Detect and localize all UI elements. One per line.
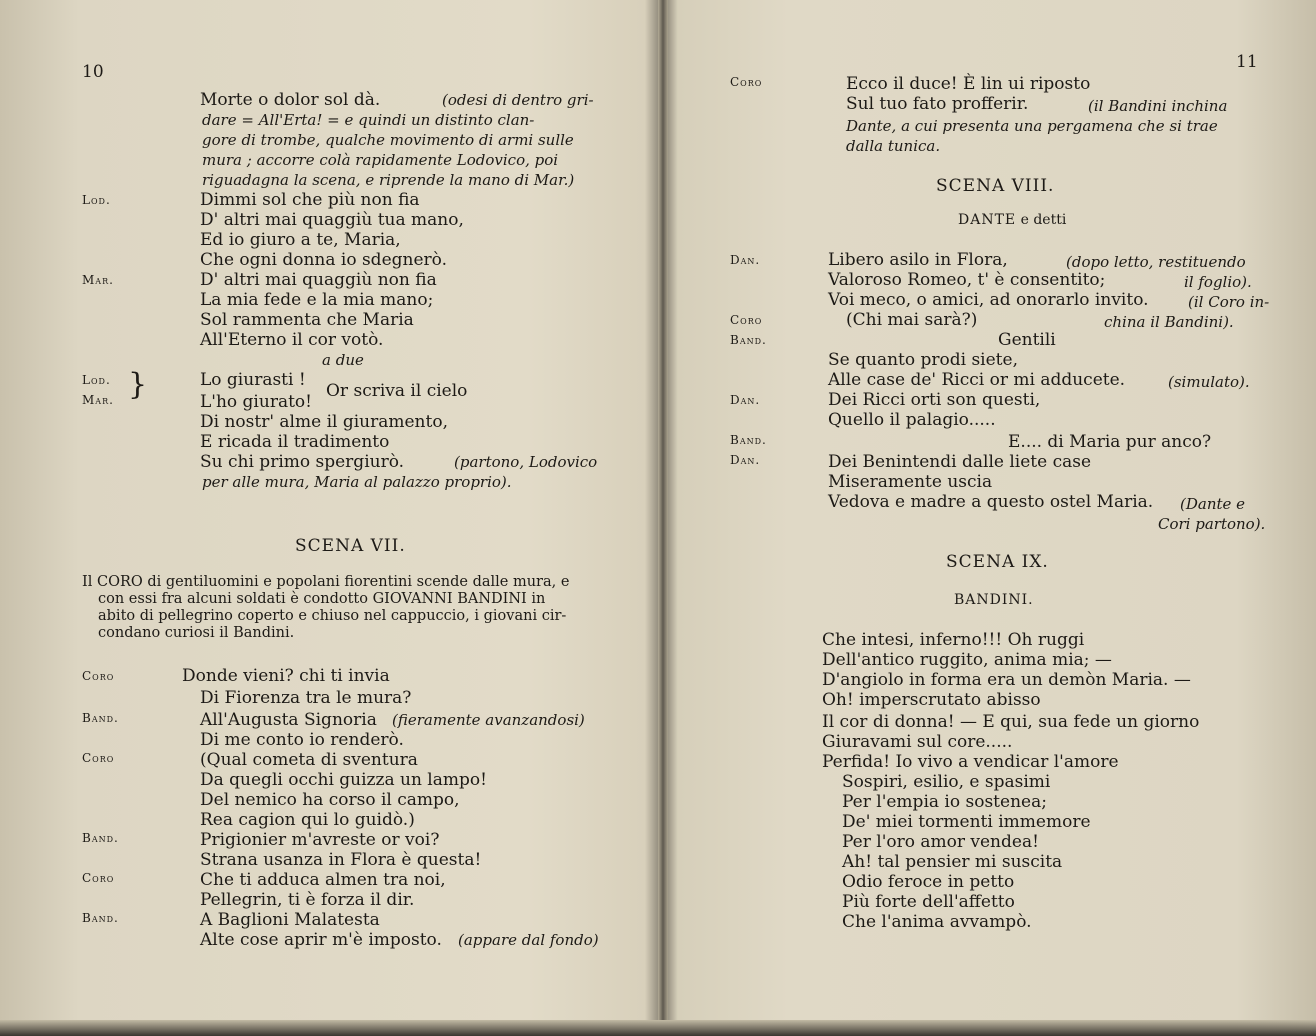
verse-line: D'angiolo in forma era un demòn Maria. —	[822, 670, 1191, 690]
verse-line: Perfida! Io vivo a vendicar l'amore	[822, 752, 1119, 772]
verse-line: E.... di Maria pur anco?	[1008, 432, 1212, 452]
scene-subtitle: BANDINI.	[954, 592, 1034, 608]
speaker-label: Coro	[730, 75, 763, 89]
verse-line: All'Eterno il cor votò.	[200, 330, 384, 350]
speaker-label: Dan.	[730, 253, 761, 267]
speaker-label: Mar.	[82, 273, 114, 287]
verse-line: Alle case de' Ricci or mi adducete.	[828, 370, 1126, 390]
scene-description: abito di pellegrino coperto e chiuso nel cappuccio, i giovani cir-	[98, 608, 567, 624]
verse-line: Ed io giuro a te, Maria,	[200, 230, 401, 250]
verse-line: Oh! imperscrutato abisso	[822, 690, 1041, 710]
speaker-label: Band.	[82, 911, 119, 925]
verse-line: Voi meco, o amici, ad onorarlo invito.	[828, 290, 1149, 310]
verse-line: Vedova e madre a questo ostel Maria.	[828, 492, 1154, 512]
verse-line: Alte cose aprir m'è imposto.	[200, 930, 442, 950]
stage-direction: gore di trombe, qualche movimento di armi sulle	[202, 131, 574, 149]
verse-line: Che ti adduca almen tra noi,	[200, 870, 446, 890]
stage-direction: (dopo letto, restituendo	[1066, 253, 1246, 271]
stage-direction: per alle mura, Maria al palazzo proprio).	[202, 473, 512, 491]
verse-line: All'Augusta Signoria	[200, 710, 377, 730]
verse-line: Dimmi sol che più non fia	[200, 190, 420, 210]
verse-line: Se quanto prodi siete,	[828, 350, 1018, 370]
verse-line: Odio feroce in petto	[842, 872, 1015, 892]
stage-direction: il foglio).	[1184, 273, 1252, 291]
speaker-label: Dan.	[730, 453, 761, 467]
verse-line: Dei Ricci orti son questi,	[828, 390, 1041, 410]
verse-line: Dei Benintendi dalle liete case	[828, 452, 1092, 472]
verse-line: Libero asilo in Flora,	[828, 250, 1008, 270]
verse-line: Più forte dell'affetto	[842, 892, 1015, 912]
verse-line: Per l'oro amor vendea!	[842, 832, 1039, 852]
stage-direction: (Dante e	[1180, 495, 1246, 513]
verse-line: Rea cagion qui lo guidò.)	[200, 810, 415, 830]
speaker-label: Lod.	[82, 373, 111, 387]
verse-line: L'ho giurato!	[200, 392, 312, 412]
verse-line: Di Fiorenza tra le mura?	[200, 688, 412, 708]
verse-line: Su chi primo spergiurò.	[200, 452, 405, 472]
scene-description: con essi fra alcuni soldati è condotto GIOVANNI BANDINI in	[98, 591, 546, 607]
verse-line: Lo giurasti !	[200, 370, 306, 390]
verse-line: Che intesi, inferno!!! Oh ruggi	[822, 630, 1085, 650]
page-number: 10	[82, 62, 104, 82]
verse-line: De' miei tormenti immemore	[842, 812, 1091, 832]
page-number: 11	[1236, 52, 1258, 72]
verse-line: Di nostr' alme il giuramento,	[200, 412, 448, 432]
speaker-label: Coro	[730, 313, 763, 327]
stage-direction: (odesi di dentro gri-	[442, 91, 594, 109]
speaker-label: Band.	[730, 433, 767, 447]
verse-line: Quello il palagio.....	[828, 410, 996, 430]
verse-line: A Baglioni Malatesta	[200, 910, 380, 930]
stage-direction: (fieramente avanzandosi)	[392, 711, 585, 729]
speaker-label: Mar.	[82, 393, 114, 407]
verse-line: Sol rammenta che Maria	[200, 310, 414, 330]
brace-mark: }	[128, 367, 148, 402]
verse-line: Del nemico ha corso il campo,	[200, 790, 460, 810]
verse-line: La mia fede e la mia mano;	[200, 290, 434, 310]
stage-direction: mura ; accorre colà rapidamente Lodovico, poi	[202, 151, 559, 169]
verse-line: Per l'empia io sostenea;	[842, 792, 1047, 812]
verse-line: Ecco il duce! È lin ui riposto	[846, 74, 1091, 94]
stage-direction: Dante, a cui presenta una pergamena che si trae	[846, 117, 1218, 135]
verse-line: Sul tuo fato profferir.	[846, 94, 1029, 114]
stage-direction: Cori partono).	[1158, 515, 1266, 533]
stage-direction: (simulato).	[1168, 373, 1250, 391]
stage-direction: (appare dal fondo)	[458, 931, 599, 949]
stage-direction: (partono, Lodovico	[454, 453, 598, 471]
scene-title: SCENA VIII.	[936, 176, 1055, 196]
speaker-label: Coro	[82, 871, 115, 885]
verse-line: Donde vieni? chi ti invia	[182, 666, 390, 686]
scene-title: SCENA IX.	[946, 552, 1049, 572]
speaker-label: Coro	[82, 751, 115, 765]
verse-line: Strana usanza in Flora è questa!	[200, 850, 482, 870]
character-name: DANTE	[958, 212, 1017, 228]
stage-direction: (il Bandini inchina	[1088, 97, 1228, 115]
verse-line: (Qual cometa di sventura	[200, 750, 418, 770]
right-page	[668, 0, 1316, 1020]
verse-line: Da quegli occhi guizza un lampo!	[200, 770, 487, 790]
verse-line: Sospiri, esilio, e spasimi	[842, 772, 1051, 792]
verse-line: Ah! tal pensier mi suscita	[842, 852, 1063, 872]
speaker-label: Lod.	[82, 193, 111, 207]
verse-line: (Chi mai sarà?)	[846, 310, 978, 330]
verse-line: D' altri mai quaggiù non fia	[200, 270, 437, 290]
left-page	[0, 0, 658, 1020]
stage-direction: dare = All'Erta! = e quindi un distinto clan-	[202, 111, 535, 129]
verse-line: Miseramente uscia	[828, 472, 993, 492]
verse-line: Il cor di donna! — E qui, sua fede un giorno	[822, 712, 1200, 732]
verse-line: Giuravami sul core.....	[822, 732, 1013, 752]
speaker-label: Band.	[82, 831, 119, 845]
verse-line: E ricada il tradimento	[200, 432, 390, 452]
verse-line: Morte o dolor sol dà.	[200, 90, 381, 110]
scene-subtitle	[958, 212, 1066, 228]
scene-description: Il CORO di gentiluomini e popolani fiorentini scende dalle mura, e	[82, 574, 570, 590]
verse-line: Di me conto io renderò.	[200, 730, 404, 750]
stage-direction: china il Bandini).	[1104, 313, 1234, 331]
verse-line: Pellegrin, ti è forza il dir.	[200, 890, 415, 910]
page-edge	[0, 1020, 1316, 1036]
scene-description: condano curiosi il Bandini.	[98, 625, 295, 641]
verse-line: Dell'antico ruggito, anima mia; —	[822, 650, 1112, 670]
book-gutter	[658, 0, 668, 1036]
verse-line: Gentili	[998, 330, 1056, 350]
stage-direction: (il Coro in-	[1188, 293, 1270, 311]
verse-line: Che ogni donna io sdegnerò.	[200, 250, 447, 270]
speaker-label: Coro	[82, 669, 115, 683]
verse-line: D' altri mai quaggiù tua mano,	[200, 210, 464, 230]
verse-line: Or scriva il cielo	[326, 381, 468, 401]
verse-line: Che l'anima avvampò.	[842, 912, 1032, 932]
stage-direction: dalla tunica.	[846, 137, 941, 155]
speaker-label: Dan.	[730, 393, 761, 407]
speaker-label: Band.	[82, 711, 119, 725]
speaker-label: Band.	[730, 333, 767, 347]
verse-line: Prigionier m'avreste or voi?	[200, 830, 440, 850]
stage-direction: a due	[322, 351, 364, 369]
verse-line: Valoroso Romeo, t' è consentito;	[828, 270, 1106, 290]
stage-direction: riguadagna la scena, e riprende la mano di Mar.)	[202, 171, 575, 189]
scene-subtitle-rest: e detti	[1020, 212, 1067, 228]
scene-title: SCENA VII.	[295, 536, 406, 556]
